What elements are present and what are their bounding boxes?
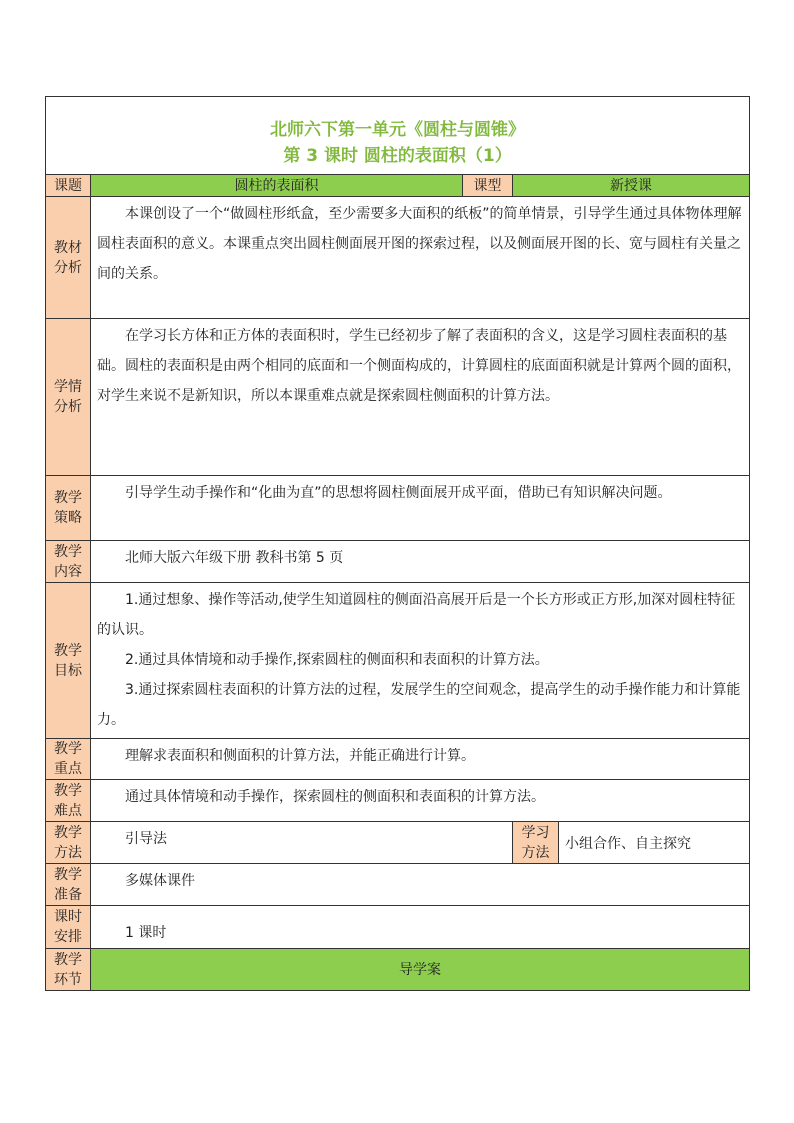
preparation-cell <box>91 864 750 906</box>
content-row <box>46 541 750 583</box>
learning-methods-cell <box>559 822 750 864</box>
type-label: 课型 <box>463 175 513 197</box>
methods-label: 教学方法 <box>46 822 91 864</box>
strategy-label: 教学策略 <box>46 476 91 541</box>
topic-row <box>46 175 750 197</box>
process-row <box>46 949 750 991</box>
goal-item-1: 1.通过想象、操作等活动,使学生知道圆柱的侧面沿高展开后是一个长方形或正方形,加深对圆柱特征的认识。 <box>97 592 736 638</box>
difficulties-cell <box>91 780 750 822</box>
lesson-plan-table <box>45 96 750 991</box>
student-analysis-row <box>46 319 750 476</box>
preparation-label: 教学准备 <box>46 864 91 906</box>
preparation-text: 多媒体课件 <box>125 873 195 889</box>
goals-cell <box>91 583 750 739</box>
methods-cell <box>91 822 513 864</box>
content-cell <box>91 541 750 583</box>
content-label: 教学内容 <box>46 541 91 583</box>
schedule-row <box>46 906 750 949</box>
topic-value: 圆柱的表面积 <box>91 175 463 197</box>
strategy-cell <box>91 476 750 541</box>
difficulties-row <box>46 780 750 822</box>
difficulties-label: 教学难点 <box>46 780 91 822</box>
strategy-row <box>46 476 750 541</box>
title-line-2: 第 3 课时 圆柱的表面积（1） <box>283 146 512 166</box>
topic-label: 课题 <box>46 175 91 197</box>
preparation-row <box>46 864 750 906</box>
student-analysis-text: 在学习长方体和正方体的表面积时，学生已经初步了解了表面积的含义，这是学习圆柱表面积的基础。圆柱的表面积是由两个相同的底面和一个侧面构成的，计算圆柱的底面面积就是计算两个圆的面积，对学生来说不是新知识，所以本课重难点就是探索圆柱侧面积的计算方法。 <box>97 328 741 404</box>
title-line-1: 北师六下第一单元《圆柱与圆锥》 <box>270 120 526 140</box>
goals-row <box>46 583 750 739</box>
goals-label: 教学目标 <box>46 583 91 739</box>
goal-item-2: 2.通过具体情境和动手操作,探索圆柱的侧面积和表面积的计算方法。 <box>125 652 549 668</box>
learning-methods-label: 学习方法 <box>513 822 559 864</box>
strategy-text: 引导学生动手操作和“化曲为直”的思想将圆柱侧面展开成平面，借助已有知识解决问题。 <box>125 485 672 501</box>
material-analysis-text: 本课创设了一个“做圆柱形纸盒，至少需要多大面积的纸板”的简单情景，引导学生通过具体物体理解圆柱表面积的意义。本课重点突出圆柱侧面展开图的探索过程，以及侧面展开图的长、宽与圆柱有关量之间的关系。 <box>97 206 742 282</box>
student-analysis-cell <box>91 319 750 476</box>
methods-text: 引导法 <box>125 831 167 847</box>
type-value: 新授课 <box>513 175 750 197</box>
lesson-plan-sheet <box>45 96 749 991</box>
key-points-text: 理解求表面积和侧面积的计算方法，并能正确进行计算。 <box>125 748 475 764</box>
goal-item-3: 3.通过探索圆柱表面积的计算方法的过程，发展学生的空间观念，提高学生的动手操作能力和计算能力。 <box>97 682 741 728</box>
process-label: 教学环节 <box>46 949 91 991</box>
key-points-cell <box>91 739 750 780</box>
schedule-label: 课时安排 <box>46 906 91 949</box>
key-points-row <box>46 739 750 780</box>
schedule-text: 1 课时 <box>125 925 167 941</box>
material-analysis-row <box>46 197 750 319</box>
methods-row <box>46 822 750 864</box>
difficulties-text: 通过具体情境和动手操作，探索圆柱的侧面积和表面积的计算方法。 <box>125 789 545 805</box>
material-analysis-label: 教材分析 <box>46 197 91 319</box>
student-analysis-label: 学情分析 <box>46 319 91 476</box>
key-points-label: 教学重点 <box>46 739 91 780</box>
learning-methods-text: 小组合作、自主探究 <box>565 835 691 852</box>
material-analysis-cell <box>91 197 750 319</box>
process-value: 导学案 <box>91 949 750 991</box>
schedule-cell <box>91 906 750 949</box>
document-title <box>46 97 750 175</box>
title-row <box>46 97 750 175</box>
content-text: 北师大版六年级下册 教科书第 5 页 <box>125 550 344 566</box>
